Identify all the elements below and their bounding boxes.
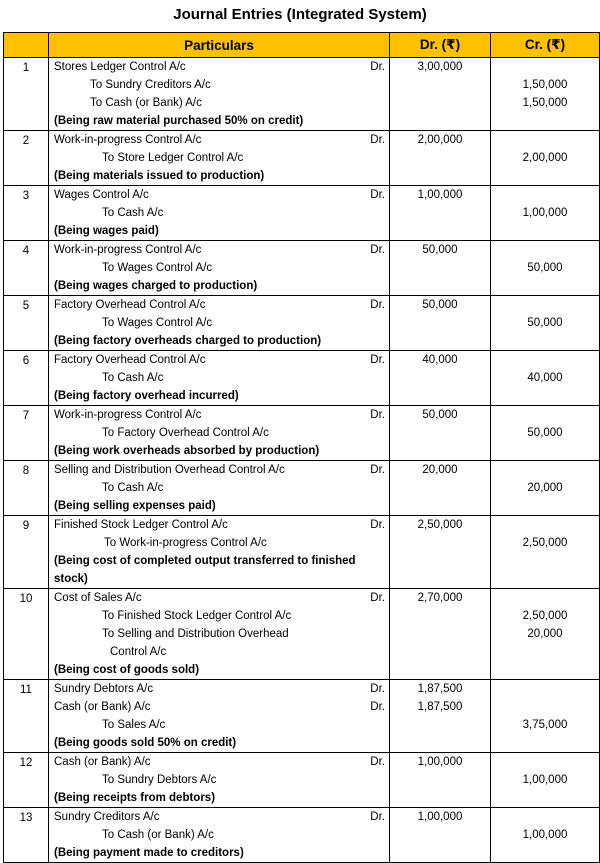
account-name: To Sundry Debtors A/c (102, 774, 217, 786)
debit-amount (390, 424, 490, 442)
credit-amount: 2,00,000 (522, 152, 568, 164)
credit-amount (491, 241, 599, 259)
debit-account-line (54, 698, 389, 716)
debit-amount (390, 259, 490, 277)
entry-debit (390, 516, 491, 589)
entry-number (4, 753, 49, 808)
entry-number (4, 186, 49, 241)
debit-account-line (54, 58, 389, 76)
account-name: To Wages Control A/c (102, 317, 213, 329)
account-name: To Cash A/c (102, 482, 164, 494)
entry-particulars (49, 406, 390, 461)
debit-amount: 50,000 (422, 409, 458, 421)
account-name: Cost of Sales A/c (54, 592, 142, 604)
credit-amount (491, 461, 599, 479)
debit-account-line (54, 589, 389, 607)
journal-body (4, 58, 600, 863)
entry-narration: (Being goods sold 50% on credit) (54, 737, 237, 749)
credit-amount (491, 296, 599, 314)
debit-amount: 1,00,000 (417, 811, 463, 823)
credit-account-line (54, 149, 389, 167)
debit-account-line (54, 753, 389, 771)
account-name: Sundry Creditors A/c (54, 811, 160, 823)
account-name: To Wages Control A/c (102, 262, 213, 274)
debit-account-line (54, 516, 389, 534)
credit-account-line (54, 479, 389, 497)
entry-number (4, 241, 49, 296)
dr-tag: Dr. (370, 756, 385, 768)
journal-entry-row (4, 753, 600, 808)
dr-tag: Dr. (370, 592, 385, 604)
account-name: Selling and Distribution Overhead Control A/c (54, 464, 285, 476)
account-name: Stores Ledger Control A/c (54, 61, 186, 73)
dr-tag: Dr. (370, 244, 385, 256)
debit-amount: 2,00,000 (417, 134, 463, 146)
entry-number-text: 10 (19, 593, 33, 605)
entry-narration: (Being work overheads absorbed by production) (54, 445, 320, 457)
entry-number (4, 589, 49, 680)
debit-amount (390, 76, 490, 94)
entry-debit (390, 680, 491, 753)
entry-credit (491, 186, 600, 241)
journal-entry-row (4, 351, 600, 406)
journal-entry-row (4, 589, 600, 680)
entry-credit (491, 753, 600, 808)
entry-debit (390, 296, 491, 351)
entry-credit (491, 589, 600, 680)
credit-amount (491, 753, 599, 771)
credit-amount (491, 589, 599, 607)
entry-number (4, 680, 49, 753)
journal-entry-row (4, 808, 600, 863)
entry-debit (390, 186, 491, 241)
entry-number-text: 8 (22, 465, 30, 477)
entry-narration: (Being receipts from debtors) (54, 792, 216, 804)
entry-particulars (49, 461, 390, 516)
entry-number-text: 11 (20, 684, 32, 696)
account-name: To Cash (or Bank) A/c (90, 97, 202, 109)
entry-narration: (Being raw material purchased 50% on credit) (54, 115, 304, 127)
debit-amount (390, 625, 490, 643)
dr-tag: Dr. (370, 701, 385, 713)
debit-account-line (54, 241, 389, 259)
journal-entry-row (4, 241, 600, 296)
debit-amount: 1,00,000 (417, 756, 463, 768)
account-name: Control A/c (110, 646, 167, 658)
debit-amount: 1,00,000 (417, 189, 463, 201)
credit-amount: 2,50,000 (522, 610, 568, 622)
debit-amount: 2,70,000 (417, 592, 463, 604)
entry-credit (491, 296, 600, 351)
account-name: Factory Overhead Control A/c (54, 354, 206, 366)
entry-number (4, 808, 49, 863)
dr-tag: Dr. (370, 354, 385, 366)
entry-narration: (Being selling expenses paid) (54, 500, 216, 512)
account-name: Cash (or Bank) A/c (54, 756, 151, 768)
account-name: To Work-in-progress Control A/c (104, 537, 267, 549)
entry-number-text: 2 (22, 135, 30, 147)
header-credit: Cr. (₹) (491, 33, 600, 58)
credit-amount: 50,000 (527, 427, 563, 439)
entry-number-text: 3 (22, 190, 30, 202)
entry-credit (491, 58, 600, 131)
account-name: To Finished Stock Ledger Control A/c (102, 610, 292, 622)
dr-tag: Dr. (370, 464, 385, 476)
header-row (4, 33, 600, 58)
debit-amount: 1,87,500 (417, 701, 463, 713)
credit-account-line (54, 534, 389, 552)
entry-number-text: 5 (22, 300, 30, 312)
header-no (4, 33, 49, 58)
debit-account-line (54, 296, 389, 314)
entry-narration: (Being wages paid) (54, 225, 159, 237)
credit-amount: 40,000 (527, 372, 563, 384)
credit-account-line (54, 643, 389, 661)
entry-credit (491, 680, 600, 753)
entry-number-text: 1 (22, 62, 30, 74)
credit-amount: 1,50,000 (522, 79, 568, 91)
account-name: To Cash A/c (102, 372, 164, 384)
debit-amount (390, 716, 490, 734)
credit-amount (491, 643, 599, 661)
entry-number (4, 516, 49, 589)
credit-amount: 50,000 (527, 262, 563, 274)
debit-amount: 3,00,000 (417, 61, 463, 73)
entry-narration: (Being factory overheads charged to production) (54, 335, 322, 347)
header-debit: Dr. (₹) (390, 33, 491, 58)
account-name: Work-in-progress Control A/c (54, 409, 202, 421)
debit-amount (390, 479, 490, 497)
credit-amount: 1,00,000 (522, 829, 568, 841)
entry-number-text: 12 (19, 757, 33, 769)
page-title: Journal Entries (Integrated System) (173, 6, 427, 23)
journal-entry-row (4, 186, 600, 241)
debit-account-line (54, 406, 389, 424)
entry-narration: (Being cost of goods sold) (54, 664, 200, 676)
entry-debit (390, 351, 491, 406)
debit-account-line (54, 131, 389, 149)
debit-amount (390, 369, 490, 387)
debit-amount (390, 643, 490, 661)
dr-tag: Dr. (370, 519, 385, 531)
entry-particulars (49, 589, 390, 680)
debit-account-line (54, 351, 389, 369)
credit-amount: 50,000 (527, 317, 563, 329)
account-name: Work-in-progress Control A/c (54, 244, 202, 256)
entry-debit (390, 131, 491, 186)
entry-credit (491, 808, 600, 863)
credit-amount: 20,000 (527, 482, 563, 494)
debit-amount (390, 94, 490, 112)
dr-tag: Dr. (370, 683, 385, 695)
entry-narration: (Being payment made to creditors) (54, 847, 244, 859)
account-name: To Selling and Distribution Overhead (102, 628, 289, 640)
entry-debit (390, 241, 491, 296)
dr-tag: Dr. (370, 299, 385, 311)
credit-amount (491, 680, 599, 698)
dr-tag: Dr. (370, 409, 385, 421)
journal-entry-row (4, 406, 600, 461)
credit-amount: 1,00,000 (522, 774, 568, 786)
journal-entry-row (4, 516, 600, 589)
credit-account-line (54, 625, 389, 643)
dr-tag: Dr. (370, 189, 385, 201)
credit-account-line (54, 94, 389, 112)
journal-table (3, 32, 600, 863)
credit-amount (491, 58, 599, 76)
header-particulars: Particulars (49, 33, 390, 58)
account-name: Factory Overhead Control A/c (54, 299, 206, 311)
entry-number (4, 131, 49, 186)
journal-entry-row (4, 58, 600, 131)
credit-amount: 20,000 (527, 628, 563, 640)
debit-amount (390, 826, 490, 844)
debit-amount (390, 314, 490, 332)
entry-number-text: 7 (22, 410, 30, 422)
debit-amount: 20,000 (422, 464, 458, 476)
credit-account-line (54, 204, 389, 222)
credit-amount (491, 516, 599, 534)
debit-amount: 2,50,000 (417, 519, 463, 531)
entry-number-text: 13 (19, 812, 33, 824)
entry-narration: (Being materials issued to production) (54, 170, 265, 182)
debit-account-line (54, 461, 389, 479)
credit-amount (491, 698, 599, 716)
credit-amount: 1,50,000 (522, 97, 568, 109)
entry-number (4, 296, 49, 351)
debit-account-line (54, 186, 389, 204)
account-name: Cash (or Bank) A/c (54, 701, 151, 713)
journal-entry-row (4, 461, 600, 516)
entry-credit (491, 516, 600, 589)
entry-narration: (Being cost of completed output transferred to finished stock) (54, 555, 356, 585)
entry-particulars (49, 516, 390, 589)
entry-credit (491, 241, 600, 296)
debit-amount: 50,000 (422, 244, 458, 256)
entry-number (4, 406, 49, 461)
entry-particulars (49, 753, 390, 808)
journal-entry-row (4, 680, 600, 753)
entry-number (4, 461, 49, 516)
credit-amount: 3,75,000 (522, 719, 568, 731)
credit-amount (491, 186, 599, 204)
entry-credit (491, 406, 600, 461)
account-name: To Cash A/c (102, 207, 164, 219)
credit-account-line (54, 607, 389, 625)
dr-tag: Dr. (370, 811, 385, 823)
dr-tag: Dr. (370, 134, 385, 146)
entry-number-text: 6 (22, 355, 30, 367)
credit-amount (491, 131, 599, 149)
account-name: To Sundry Creditors A/c (90, 79, 211, 91)
credit-amount (491, 351, 599, 369)
entry-particulars (49, 808, 390, 863)
entry-narration: (Being factory overhead incurred) (54, 390, 239, 402)
entry-credit (491, 131, 600, 186)
entry-debit (390, 406, 491, 461)
credit-amount (491, 808, 599, 826)
entry-debit (390, 58, 491, 131)
account-name: To Factory Overhead Control A/c (102, 427, 269, 439)
account-name: Finished Stock Ledger Control A/c (54, 519, 228, 531)
entry-number (4, 351, 49, 406)
credit-amount: 1,00,000 (522, 207, 568, 219)
credit-account-line (54, 826, 389, 844)
debit-account-line (54, 680, 389, 698)
account-name: To Sales A/c (102, 719, 166, 731)
entry-debit (390, 461, 491, 516)
journal-entry-row (4, 296, 600, 351)
credit-account-line (54, 76, 389, 94)
debit-amount (390, 607, 490, 625)
debit-amount: 50,000 (422, 299, 458, 311)
entry-debit (390, 589, 491, 680)
debit-amount: 1,87,500 (417, 683, 463, 695)
debit-amount (390, 204, 490, 222)
debit-amount: 40,000 (422, 354, 458, 366)
debit-account-line (54, 808, 389, 826)
credit-amount (491, 406, 599, 424)
entry-credit (491, 351, 600, 406)
entry-particulars (49, 680, 390, 753)
account-name: To Cash (or Bank) A/c (102, 829, 214, 841)
entry-number (4, 58, 49, 131)
entry-number-text: 9 (22, 520, 30, 532)
credit-amount: 2,50,000 (522, 537, 568, 549)
entry-particulars (49, 241, 390, 296)
credit-account-line (54, 259, 389, 277)
entry-debit (390, 808, 491, 863)
entry-particulars (49, 186, 390, 241)
journal-entry-row (4, 131, 600, 186)
account-name: Work-in-progress Control A/c (54, 134, 202, 146)
debit-amount (390, 534, 490, 552)
account-name: Wages Control A/c (54, 189, 149, 201)
credit-account-line (54, 369, 389, 387)
entry-particulars (49, 296, 390, 351)
entry-debit (390, 753, 491, 808)
entry-particulars (49, 58, 390, 131)
entry-particulars (49, 351, 390, 406)
entry-narration: (Being wages charged to production) (54, 280, 258, 292)
credit-account-line (54, 716, 389, 734)
credit-account-line (54, 424, 389, 442)
credit-account-line (54, 771, 389, 789)
debit-amount (390, 771, 490, 789)
debit-amount (390, 149, 490, 167)
account-name: To Store Ledger Control A/c (102, 152, 244, 164)
credit-account-line (54, 314, 389, 332)
entry-number-text: 4 (22, 245, 30, 257)
dr-tag: Dr. (370, 61, 385, 73)
account-name: Sundry Debtors A/c (54, 683, 154, 695)
entry-credit (491, 461, 600, 516)
entry-particulars (49, 131, 390, 186)
